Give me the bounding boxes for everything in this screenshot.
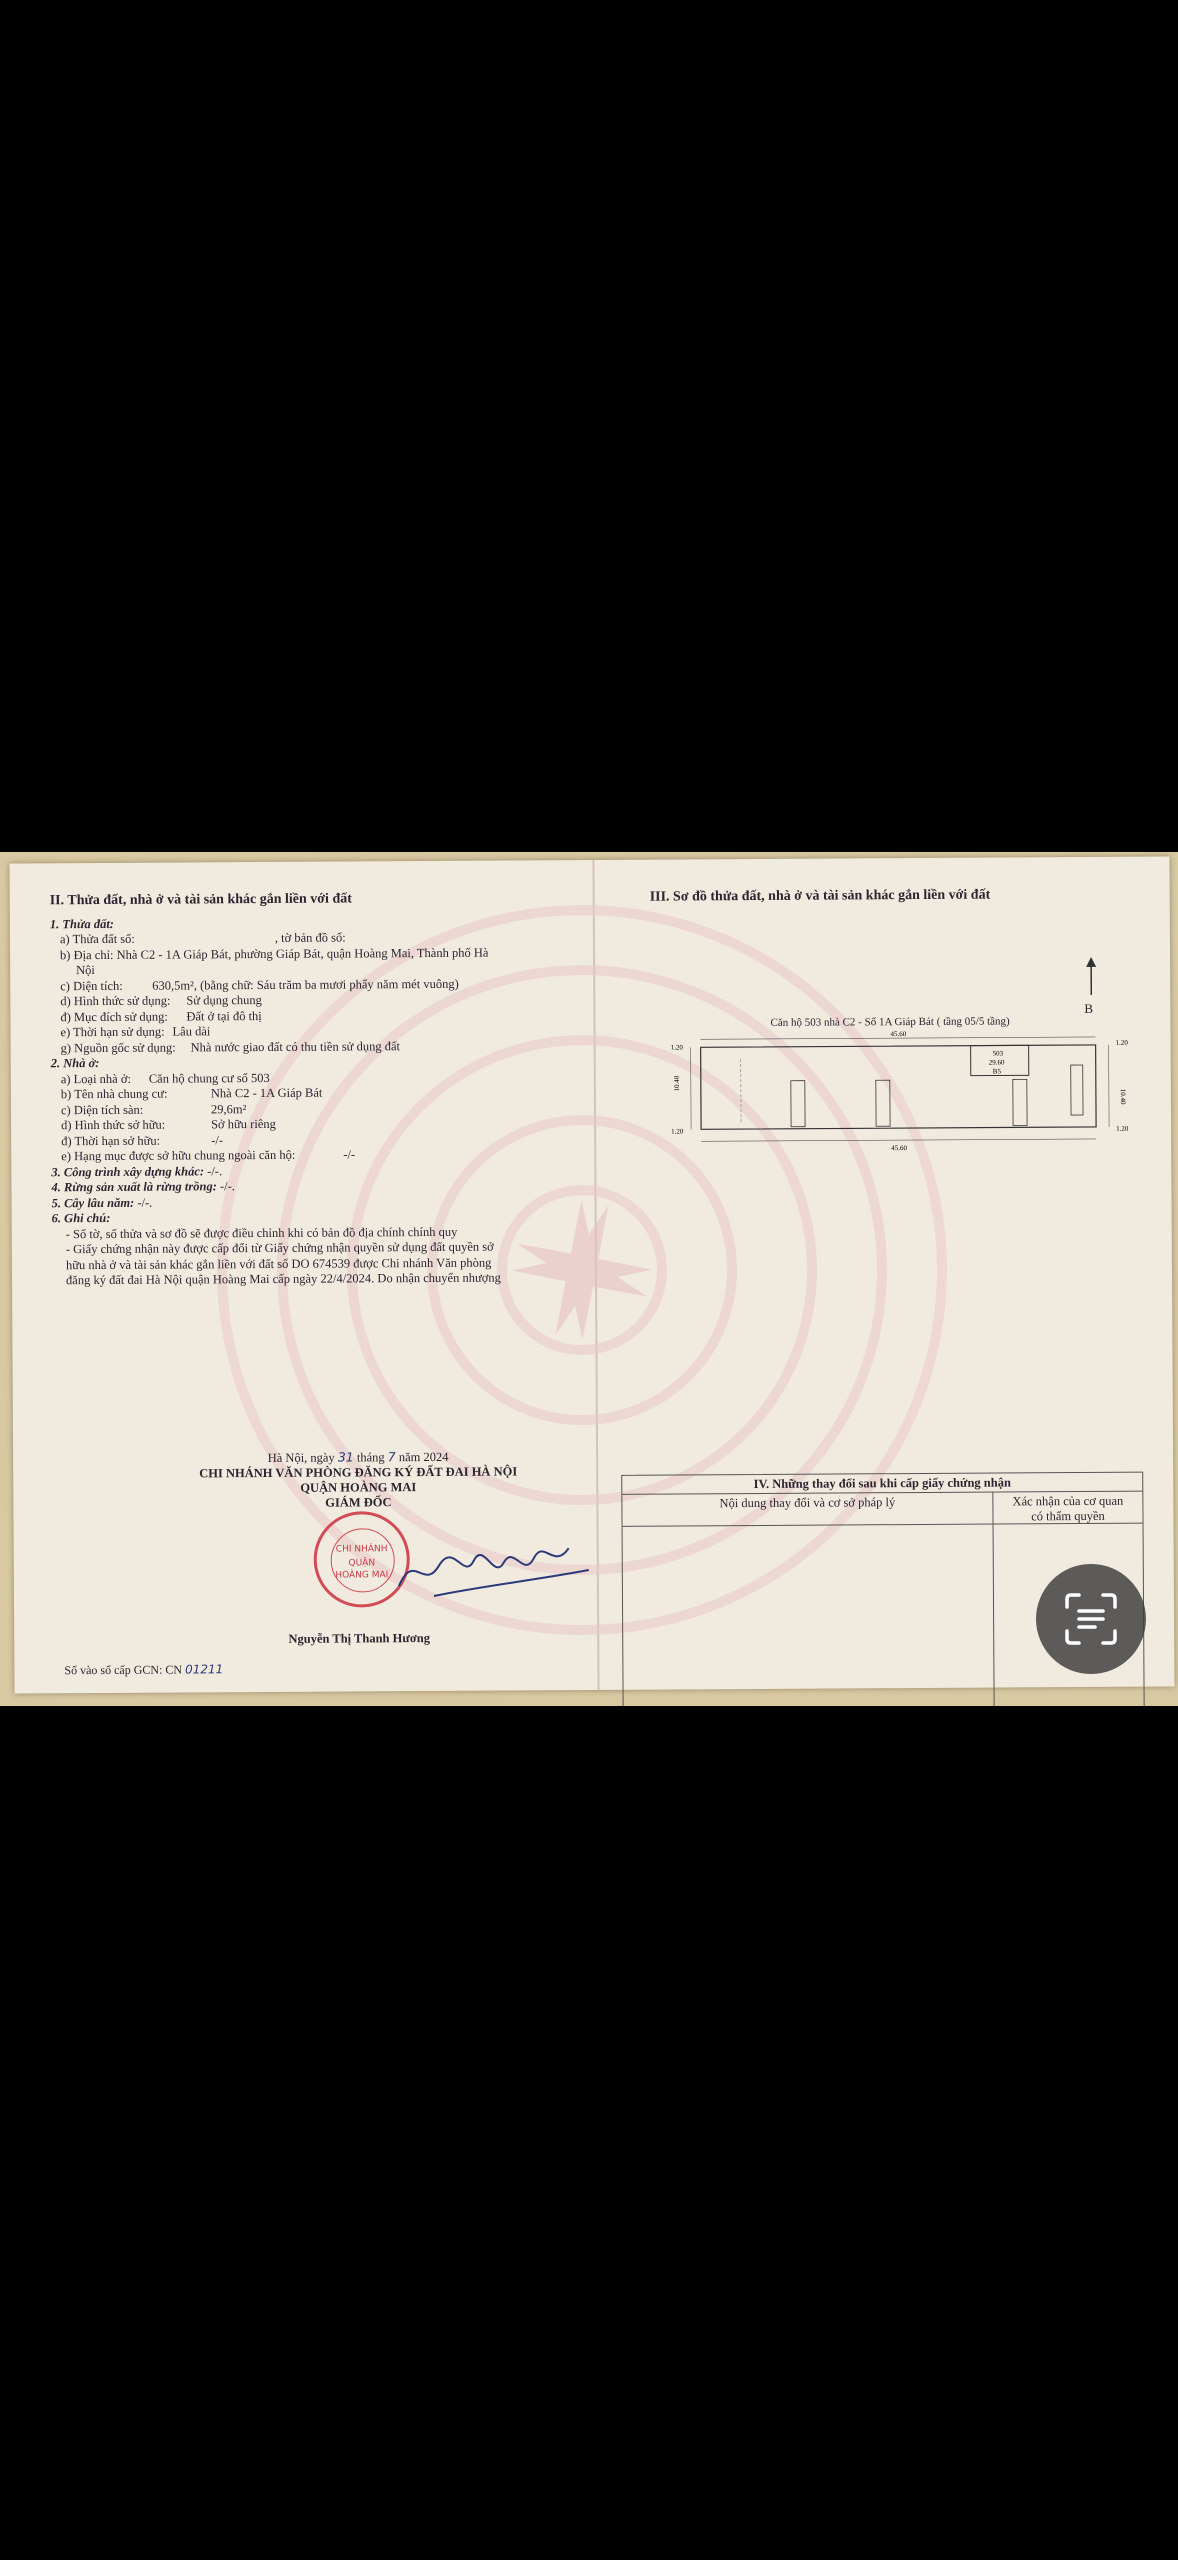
address-label: b) Địa chỉ: — [59, 947, 114, 962]
notes-heading: 6. Ghi chú: — [51, 1210, 111, 1226]
diagram-title: Căn hộ 503 nhà C2 - Số 1A Giáp Bát ( tầng 05/5 tầng) — [770, 1015, 1010, 1029]
apartment-floor-plan — [631, 1027, 1152, 1160]
use-form-label: d) Hình thức sử dụng: — [60, 993, 171, 1009]
confirm-header-line1: Xác nhận của cơ quan — [1012, 1493, 1124, 1509]
floor-area-label: c) Diện tích sàn: — [60, 1102, 144, 1117]
note-2a: - Giấy chứng nhận này được cấp đổi từ Giấy chứng nhận quyền sử dụng đất quyền sở — [65, 1239, 494, 1257]
document-photo — [0, 852, 1178, 1706]
left-page — [50, 890, 582, 1289]
section-ii-title: II. Thửa đất, nhà ở và tài sản khác gắn liền với đất — [49, 891, 352, 909]
right-page — [610, 887, 1150, 1524]
floor-area-value: 29,6m² — [210, 1101, 247, 1116]
changes-content-header: Nội dung thay đổi và cơ sở pháp lý — [622, 1493, 992, 1527]
dim-top-right: 1.20 — [1115, 1038, 1128, 1047]
area-value: 630,5m², (bằng chữ: Sáu trăm ba mươi phẩy năm mét vuông) — [152, 976, 459, 993]
note-2c: đăng ký đất đai Hà Nội quận Hoàng Mai cấp ngày 22/4/2024. Do nhận chuyển nhượng — [65, 1270, 501, 1288]
origin-value: Nhà nước giao đất có thu tiền sử dụng đất — [190, 1038, 400, 1054]
stamp-text-1: CHI NHÁNH — [335, 1544, 388, 1555]
use-term-label: e) Thời hạn sử dụng: — [60, 1024, 165, 1040]
ownership-form-label: d) Hình thức sở hữu: — [61, 1117, 166, 1133]
use-term-value: Lâu dài — [172, 1024, 211, 1039]
dim-bottom: 45.60 — [891, 1144, 908, 1153]
perennial-heading: 5. Cây lâu năm: — [51, 1195, 135, 1210]
section-iii-title: III. Sơ đồ thửa đất, nhà ở và tài sản khác gắn liền với đất — [649, 887, 991, 905]
signature-block — [193, 1448, 523, 1511]
land-number-label: a) Thửa đất số: — [59, 931, 135, 947]
building-name-value: Nhà C2 - 1A Giáp Bát — [210, 1085, 323, 1101]
issuing-org: CHI NHÁNH VĂN PHÒNG ĐĂNG KÝ ĐẤT ĐAI HÀ NỘI — [199, 1464, 518, 1481]
director-title: GIÁM ĐỐC — [325, 1495, 392, 1510]
apt-area: 29.60 — [988, 1058, 1005, 1067]
ownership-form-value: Sở hữu riêng — [211, 1116, 276, 1132]
other-works-value: -/-. — [207, 1163, 223, 1178]
date-month: 7 — [387, 1449, 396, 1465]
north-label: B — [1084, 1000, 1094, 1016]
building-name-label: b) Tên nhà chung cư: — [60, 1086, 168, 1102]
house-type-label: a) Loại nhà ở: — [60, 1071, 131, 1086]
changes-confirm-header — [993, 1492, 1142, 1525]
registry-label: Số vào sổ cấp GCN: CN — [64, 1662, 183, 1678]
north-indicator — [1084, 957, 1098, 1017]
stamp-text-3: HOÀNG MAI — [335, 1570, 389, 1581]
use-purpose-label: đ) Mục đích sử dụng: — [60, 1009, 168, 1024]
registry-value: 01211 — [185, 1662, 224, 1677]
common-items-value: -/- — [343, 1147, 356, 1162]
use-form-value: Sử dụng chung — [186, 993, 262, 1008]
handwritten-signature — [394, 1540, 594, 1601]
changes-content-column — [622, 1493, 994, 1706]
certificate-paper — [9, 856, 1174, 1693]
house-type-value: Căn hộ chung cư số 503 — [148, 1070, 270, 1086]
origin-label: g) Nguồn gốc sử dụng: — [60, 1040, 176, 1055]
registry-number — [64, 1662, 223, 1678]
issuing-district: QUẬN HOÀNG MAI — [300, 1480, 417, 1495]
dim-right: 10.40 — [1118, 1088, 1127, 1105]
date-mid: tháng — [356, 1450, 385, 1465]
address-value-cont: Nội — [76, 963, 95, 978]
north-arrow-icon — [1084, 957, 1098, 997]
other-works-heading: 3. Công trình xây dựng khác: — [51, 1163, 205, 1179]
forest-heading: 4. Rừng sản xuất là rừng trồng: — [51, 1179, 217, 1195]
note-2b: hữu nhà ở và tài sản khác gắn liền với đất số DO 674539 được Chi nhánh Văn phòng — [65, 1255, 492, 1272]
stamp-text-2: QUẬN — [348, 1558, 376, 1569]
dim-bottom-right: 1.20 — [1116, 1124, 1129, 1133]
ownership-term-value: -/- — [211, 1132, 224, 1147]
address-value: Nhà C2 - 1A Giáp Bát, phường Giáp Bát, quận Hoàng Mai, Thành phố Hà — [116, 945, 489, 962]
forest-value: -/-. — [219, 1179, 235, 1194]
confirm-header-line2: có thẩm quyền — [1031, 1508, 1105, 1524]
use-purpose-value: Đất ở tại đô thị — [186, 1008, 262, 1023]
dim-top: 45.60 — [890, 1030, 907, 1039]
house-heading: 2. Nhà ở: — [50, 1056, 100, 1071]
dim-bottom-left: 1.20 — [671, 1127, 684, 1136]
common-items-label: e) Hạng mục được sở hữu chung ngoài căn hộ: — [61, 1147, 296, 1164]
date-year: năm 2024 — [398, 1449, 449, 1465]
text-scan-button[interactable] — [1036, 1564, 1146, 1674]
land-heading: 1. Thửa đất: — [49, 916, 114, 931]
perennial-value: -/-. — [137, 1195, 153, 1210]
area-label: c) Diện tích: — [60, 978, 123, 993]
text-scan-icon — [1063, 1591, 1119, 1647]
note-1: - Số tờ, số thửa và sơ đồ sẽ được điều chỉnh khi có bản đồ địa chính chính quy — [65, 1224, 458, 1241]
apt-number: 503 — [992, 1049, 1004, 1058]
map-sheet-label: , tờ bản đồ số: — [274, 930, 346, 945]
ownership-term-label: đ) Thời hạn sở hữu: — [61, 1133, 161, 1148]
changes-table-title: IV. Những thay đổi sau khi cấp giấy chứng nhận — [622, 1473, 1142, 1495]
dim-left: 10.40 — [672, 1075, 681, 1092]
dim-top-left: 1.20 — [670, 1043, 683, 1052]
date-prefix: Hà Nội, ngày — [267, 1450, 335, 1465]
signer-name: Nguyễn Thị Thanh Hương — [288, 1630, 430, 1646]
apt-id: B5 — [992, 1067, 1001, 1076]
date-day: 31 — [337, 1449, 354, 1465]
